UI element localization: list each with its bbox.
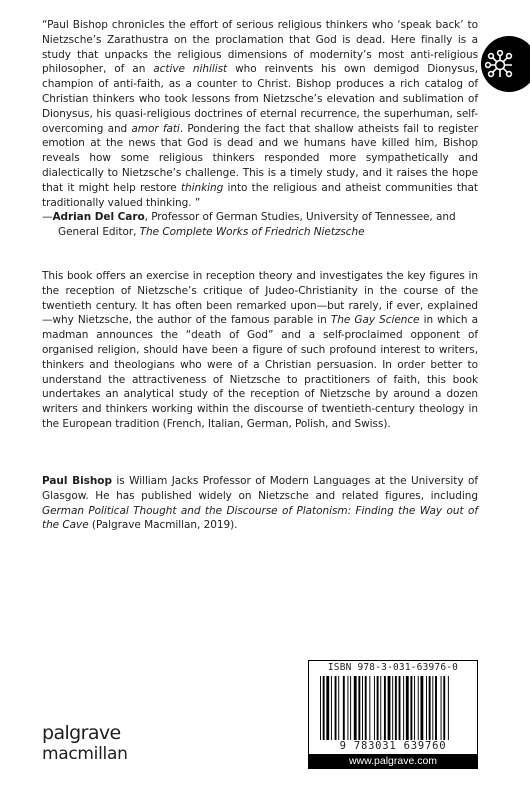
barcode-bar <box>448 676 449 740</box>
quote-emphasis: active nihilist <box>153 63 228 76</box>
isbn-label: ISBN 978-3-031-63976-0 <box>327 662 459 673</box>
quote-attribution <box>42 210 478 240</box>
barcode-bar <box>418 676 419 740</box>
barcode-bar <box>369 676 370 740</box>
endorsement-quote <box>42 18 478 240</box>
description-text <box>42 269 478 432</box>
quote-text <box>42 18 478 210</box>
barcode-digits: 9 783031 639760 <box>339 740 447 752</box>
barcode-bar <box>410 676 412 740</box>
barcode-bar <box>380 676 381 740</box>
series-badge <box>481 36 530 92</box>
quote-emphasis: amor fati <box>131 122 180 135</box>
publisher-logo-line1: palgrave <box>42 722 121 744</box>
barcode-bar <box>358 676 360 740</box>
barcode-bar <box>435 676 437 740</box>
barcode-bar <box>395 676 397 740</box>
barcode-bar <box>399 676 401 740</box>
barcode-bar <box>374 676 375 740</box>
barcode-bar <box>320 676 321 740</box>
description-emphasis: The Gay Science <box>330 314 420 327</box>
attribution-dash: — <box>42 211 53 224</box>
publisher-logo <box>42 724 128 763</box>
barcode-bar <box>420 676 423 740</box>
barcode-bar <box>365 676 367 740</box>
barcode-bar <box>443 676 445 740</box>
barcode-bar <box>429 676 431 740</box>
book-description <box>42 269 478 432</box>
description-segment: in which a madman announces the “death of God” and a self-proclaimed opponent of organised religion, should have been a figure of such profound interest to writers, thinkers and theologians who were of a Christian persuasion. In order better to understand the attractiveness of Nietzsche to practitioners of faith, this book undertakes an analytical study of the reception of Nietzsche by around a dozen writers and thinkers working within the discourse of twentieth-century theology in the European tradition (French, Italian, German, Polish, and Swiss). <box>42 314 478 430</box>
barcode-bar <box>406 676 409 740</box>
barcode-bar <box>343 676 345 740</box>
quote-segment: into the religious and atheist communities that traditionally valued thinking. ” <box>42 181 478 209</box>
barcode-bar <box>392 676 393 740</box>
barcode-bar <box>403 676 404 740</box>
barcode-bar <box>326 676 329 740</box>
bio-segment: (Palgrave Macmillan, 2019). <box>88 519 238 532</box>
publisher-logo-line2: macmillan <box>42 744 128 764</box>
barcode-bar <box>323 676 325 740</box>
attribution-name: Adrian Del Caro <box>52 211 145 224</box>
publisher-url: www.palgrave.com <box>309 754 477 768</box>
barcode-bar <box>388 676 391 740</box>
barcode-bar <box>354 676 357 740</box>
barcode-bar <box>335 676 337 740</box>
quote-segment: “Paul Bishop chronicles the effort of serious religious thinkers who ‘speak back’ to Nietzsche’s Zarathustra on the proclamation that God is dead. Here finally is a study that unpacks the religious dimensions of modernity’s most anti-religious philosopher, of an <box>42 19 478 76</box>
barcode-bar <box>377 676 379 740</box>
author-bio <box>42 474 478 533</box>
barcode-bar <box>362 676 363 740</box>
network-nodes-icon <box>485 50 515 80</box>
bio-segment: is William Jacks Professor of Modern Languages at the University of Glasgow. He has published widely on Nietzsche and related figures, including <box>42 475 478 502</box>
barcode-bar <box>426 676 427 740</box>
barcode-bar <box>347 676 348 740</box>
description-segment: This book offers an exercise in reception theory and investigates the key figures in the reception of Nietzsche’s critique of Judeo-Christianity in the course of the twentieth century. It has often been remarked upon—but rarely, if ever, explained—why Nietzsche, the author of the famous parable in <box>42 270 478 327</box>
barcode-bar <box>350 676 351 740</box>
quote-emphasis: thinking <box>180 181 224 194</box>
quote-segment: . Pondering the fact that shallow atheists fail to register emotion at the news that God is dead and we humans have killed him, Bishop reveals how some religious thinkers responded more sympathetically and dialectically to Nietzsche’s challenge. This is a timely study, and it raises the hope that it might help restore <box>42 122 479 194</box>
bio-emphasis: German Political Thought and the Discourse of Platonism: Finding the Way out of the Cave <box>42 504 478 532</box>
barcode-bar <box>331 676 332 740</box>
quote-segment: who reinvents his own demigod Dionysus, champion of anti-faith, as a counter to Christ. Bishop produces a rich catalog of Christian thinkers who took lessons from Nietzsche’s elevation and sublimation of Dionysus, his quasi-religious doctrines of eternal recurrence, the superhuman, self-overcoming and <box>42 63 478 135</box>
barcode-bar <box>441 676 442 740</box>
isbn-barcode-box <box>308 660 478 769</box>
barcode-bar <box>338 676 339 740</box>
barcode-bar <box>384 676 386 740</box>
barcode <box>318 676 468 740</box>
barcode-bar <box>414 676 415 740</box>
author-name: Paul Bishop <box>42 475 112 487</box>
bio-text <box>42 474 478 533</box>
attribution-work: The Complete Works of Friedrich Nietzsche <box>139 226 365 239</box>
barcode-bar <box>432 676 433 740</box>
attribution-role: , Professor of German Studies, University of Tennessee, and General Editor, <box>58 211 456 239</box>
